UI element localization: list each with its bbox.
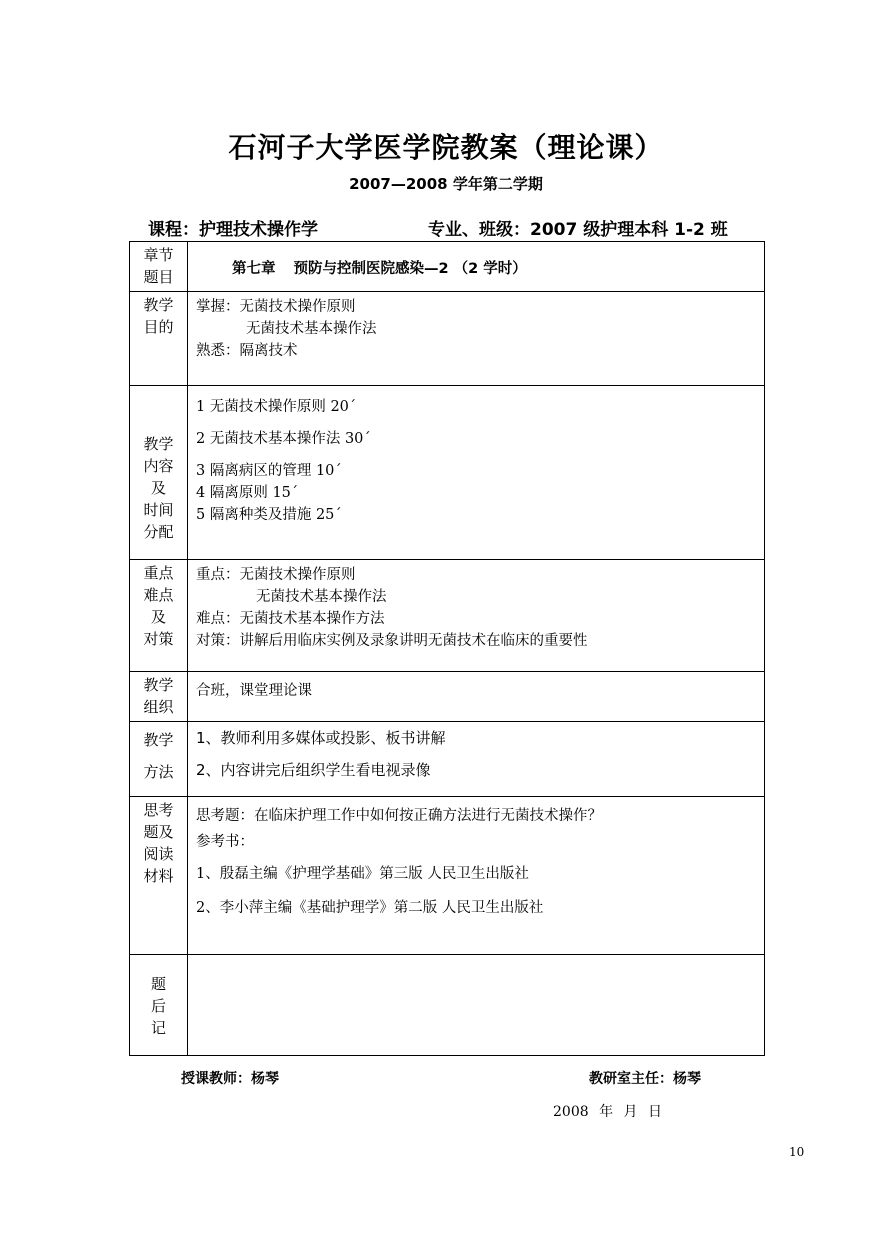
key-point-item: 重点：无菌技术操作原则 bbox=[196, 567, 356, 583]
key-point-item: 无菌技术基本操作法 bbox=[256, 589, 387, 605]
director-signature: 教研室主任：杨琴 bbox=[589, 1071, 701, 1087]
reading-label: 思考 题及 阅读 材料 bbox=[130, 797, 188, 955]
reading-item: 参考书： bbox=[196, 834, 254, 850]
page-number: 10 bbox=[789, 1145, 805, 1159]
organization-text: 合班，课堂理论课 bbox=[196, 683, 312, 699]
term-subtitle: 2007—2008 学年第二学期 bbox=[349, 175, 543, 193]
reading-item: 1、殷磊主编《护理学基础》第三版 人民卫生出版社 bbox=[196, 866, 529, 882]
content-item: 3 隔离病区的管理 10´ bbox=[196, 463, 342, 479]
objectives-row bbox=[130, 292, 765, 386]
content-label: 教学 内容 及 时间 分配 bbox=[130, 386, 188, 560]
reading-item: 2、李小萍主编《基础护理学》第二版 人民卫生出版社 bbox=[196, 900, 544, 916]
objective-item: 掌握：无菌技术操作原则 bbox=[196, 299, 356, 315]
chapter-label: 章节 题目 bbox=[130, 242, 188, 292]
method-item: 1、教师利用多媒体或投影、板书讲解 bbox=[196, 729, 446, 747]
methods-label: 教学 方法 bbox=[130, 722, 188, 797]
reading-row bbox=[130, 797, 765, 955]
content-row bbox=[130, 386, 765, 560]
key-points-row bbox=[130, 560, 765, 672]
major-class-label: 专业、班级：2007 级护理本科 1-2 班 bbox=[428, 220, 728, 240]
page-title: 石河子大学医学院教案（理论课） bbox=[228, 131, 664, 164]
objective-item: 无菌技术基本操作法 bbox=[246, 321, 377, 337]
key-points-label: 重点 难点 及 对策 bbox=[130, 560, 188, 672]
notes-label: 题 后 记 bbox=[130, 955, 188, 1056]
course-label: 课程：护理技术操作学 bbox=[148, 220, 318, 240]
method-item: 2、内容讲完后组织学生看电视录像 bbox=[196, 761, 431, 779]
reading-cell bbox=[188, 797, 765, 955]
key-point-item: 对策：讲解后用临床实例及录象讲明无菌技术在临床的重要性 bbox=[196, 633, 588, 649]
chapter-cell bbox=[188, 242, 765, 292]
methods-row bbox=[130, 722, 765, 797]
chapter-title: 预防与控制医院感染—2 （2 学时） bbox=[293, 261, 527, 277]
organization-label: 教学 组织 bbox=[130, 672, 188, 722]
chapter-row bbox=[130, 242, 765, 292]
content-cell bbox=[188, 386, 765, 560]
organization-cell bbox=[188, 672, 765, 722]
reading-item: 思考题：在临床护理工作中如何按正确方法进行无菌技术操作？ bbox=[196, 808, 602, 824]
date-line: 2008 年 月 日 bbox=[553, 1104, 662, 1120]
content-item: 4 隔离原则 15´ bbox=[196, 485, 299, 501]
objectives-cell bbox=[188, 292, 765, 386]
key-point-item: 难点：无菌技术基本操作方法 bbox=[196, 611, 385, 627]
notes-cell bbox=[188, 955, 765, 1056]
objectives-label: 教学 目的 bbox=[130, 292, 188, 386]
key-points-cell bbox=[188, 560, 765, 672]
content-item: 2 无菌技术基本操作法 30´ bbox=[196, 431, 371, 447]
notes-row bbox=[130, 955, 765, 1056]
content-item: 5 隔离种类及措施 25´ bbox=[196, 507, 342, 523]
chapter-number: 第七章 bbox=[232, 261, 276, 277]
content-item: 1 无菌技术操作原则 20´ bbox=[196, 399, 357, 415]
objective-item: 熟悉：隔离技术 bbox=[196, 343, 298, 359]
teacher-signature: 授课教师：杨琴 bbox=[181, 1071, 279, 1087]
lesson-plan-table bbox=[129, 241, 765, 1056]
organization-row bbox=[130, 672, 765, 722]
methods-cell bbox=[188, 722, 765, 797]
